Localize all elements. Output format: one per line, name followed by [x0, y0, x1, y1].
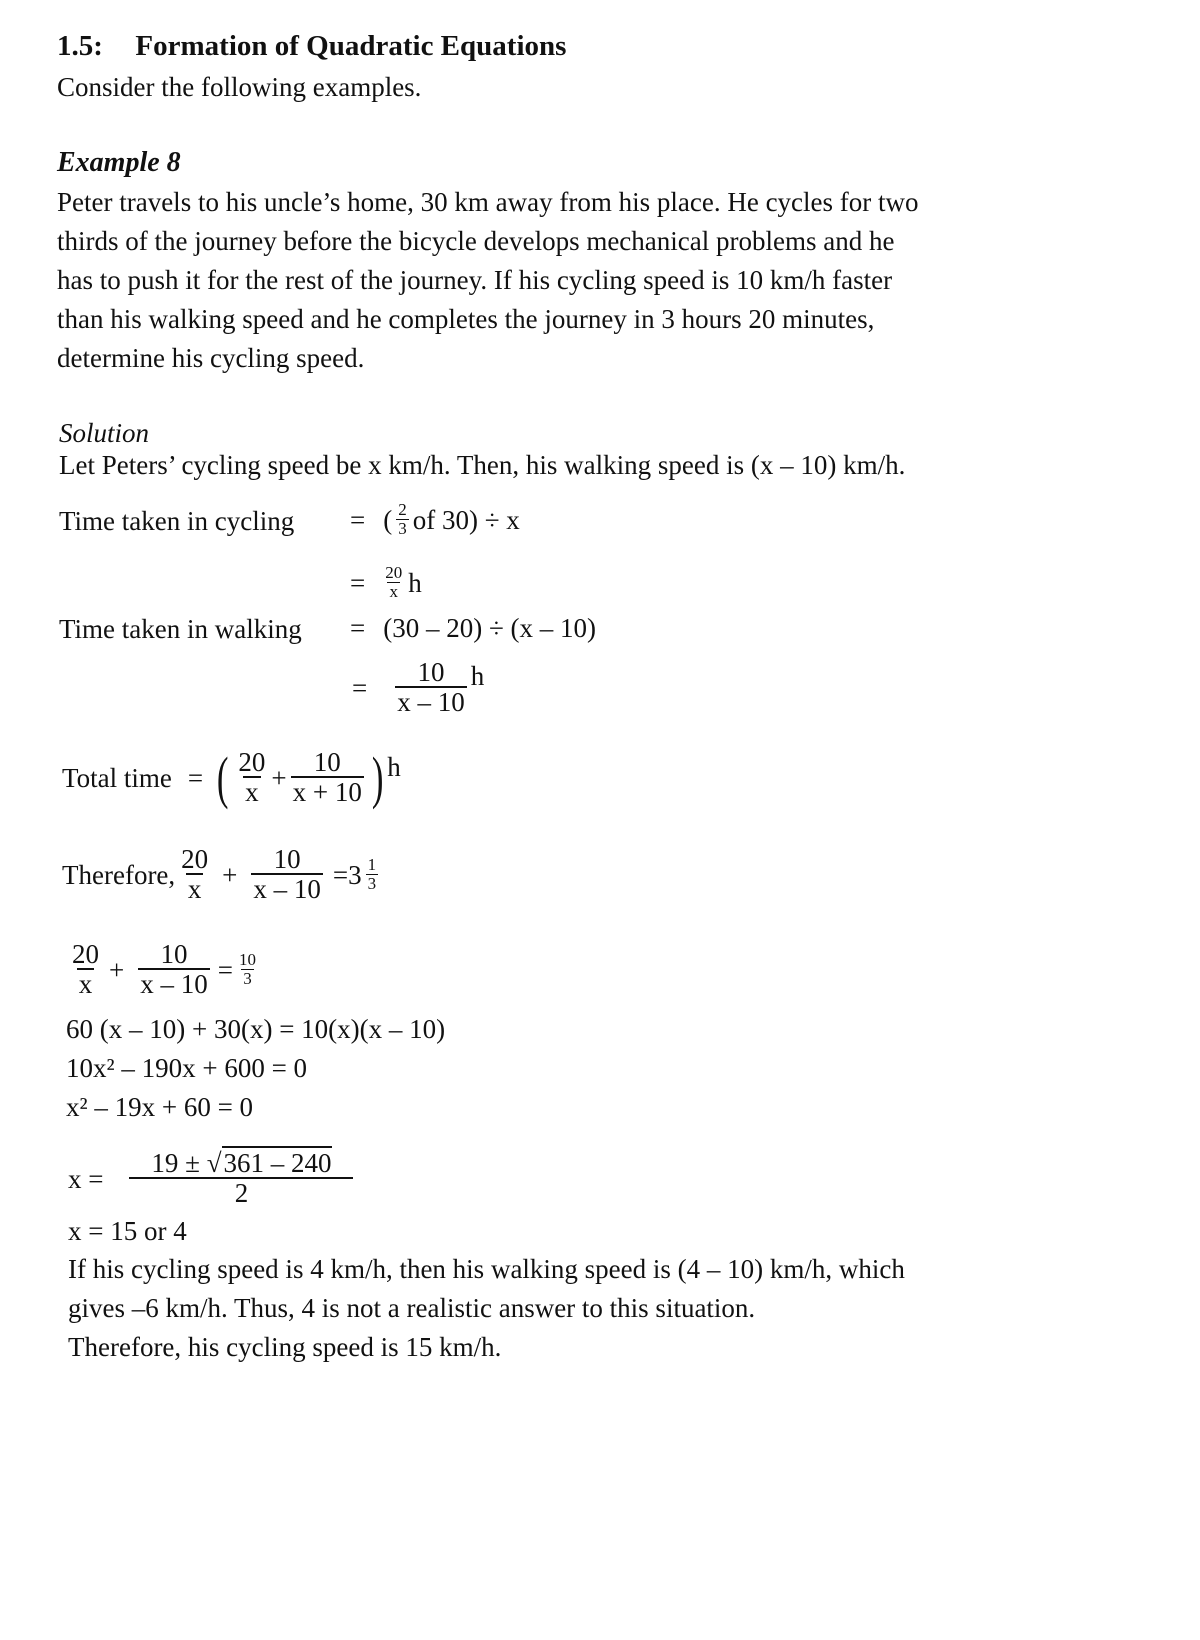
example-label: Example 8: [57, 147, 181, 178]
fraction-numerator: 20: [385, 563, 403, 583]
unit-hours: h: [408, 567, 422, 598]
intro-text: Consider the following examples.: [57, 72, 422, 102]
fraction-denominator: x: [245, 777, 259, 808]
cycling-time-label: Time taken in cycling: [59, 506, 295, 536]
total-time-row: [62, 738, 401, 818]
therefore-label: Therefore,: [62, 859, 176, 890]
section-number: 1.5:: [57, 30, 103, 62]
unit-hours: h: [387, 752, 401, 782]
plus-sign: +: [109, 954, 125, 985]
conclusion-text: [68, 1250, 905, 1367]
conclusion-line: Therefore, his cycling speed is 15 km/h.: [68, 1332, 502, 1362]
walking-time-label: Time taken in walking: [59, 614, 302, 644]
cycling-expression-rest: of 30) ÷ x: [412, 504, 520, 535]
fraction-numerator: [149, 1149, 333, 1177]
equals-sign: =: [352, 672, 368, 703]
fraction-numerator: 10: [417, 656, 445, 687]
quadratic-fraction: [129, 1149, 353, 1209]
solution-label: Solution: [59, 418, 150, 448]
fraction-20-over-x: [236, 748, 267, 808]
plus-sign: +: [271, 762, 287, 793]
fraction-numerator: 20: [72, 938, 99, 969]
conclusion-line: gives –6 km/h. Thus, 4 is not a realistic answer to this situation.: [68, 1293, 756, 1323]
open-paren: (: [383, 504, 393, 535]
fraction-10-over-x-minus-10: [138, 940, 210, 1000]
equals-sign: =: [187, 762, 204, 793]
fraction-denominator: 3: [367, 874, 377, 894]
algebra-step: x² – 19x + 60 = 0: [66, 1092, 254, 1122]
example-line: thirds of the journey before the bicycle develops mechanical problems and he: [57, 226, 895, 256]
roots-line: x = 15 or 4: [68, 1216, 187, 1246]
walking-time-expression: [350, 608, 596, 648]
example-line: than his walking speed and he completes the journey in 3 hours 20 minutes,: [57, 304, 875, 334]
plus-minus-root: 19 ± √: [151, 1147, 222, 1178]
fraction-10-over-x-minus-10: [251, 845, 323, 905]
fraction-denominator: 3: [398, 519, 407, 539]
fraction-numerator: 10: [160, 938, 188, 969]
fraction-denominator: x – 10: [397, 687, 465, 718]
conclusion-line: If his cycling speed is 4 km/h, then his walking speed is (4 – 10) km/h, which: [68, 1254, 905, 1284]
cycling-time-result: [350, 558, 422, 608]
equals-sign: =: [350, 504, 366, 535]
therefore-equation: [62, 835, 382, 915]
example-line: has to push it for the rest of the journey. If his cycling speed is 10 km/h faster: [57, 265, 893, 295]
fraction-numerator: 2: [398, 500, 407, 520]
unit-hours: h: [470, 661, 485, 691]
quadratic-formula: [68, 1140, 357, 1218]
fraction-numerator: 20: [238, 746, 266, 777]
plus-sign: +: [222, 859, 238, 890]
fraction-denominator: x: [187, 874, 202, 905]
walking-time-result: [352, 655, 484, 721]
fraction-numerator: 10: [273, 843, 301, 874]
equals-sign: =: [217, 954, 233, 985]
algebra-step: 10x² – 190x + 600 = 0: [66, 1053, 308, 1083]
example-line: determine his cycling speed.: [57, 343, 365, 373]
equals-sign: =: [350, 567, 366, 598]
fraction-numerator: 10: [313, 746, 341, 777]
fraction-denominator: x – 10: [140, 969, 208, 1000]
fraction-numerator: 1: [367, 855, 377, 875]
algebra-step: 60 (x – 10) + 30(x) = 10(x)(x – 10): [66, 1014, 446, 1044]
simplified-equation: [66, 930, 262, 1010]
fraction-denominator: 2: [129, 1177, 353, 1209]
walking-expression: (30 – 20) ÷ (x – 10): [383, 612, 597, 643]
fraction-denominator: x – 10: [253, 874, 321, 905]
section-title: Formation of Quadratic Equations: [135, 30, 567, 62]
mixed-number-whole: 3: [348, 859, 362, 890]
equals-sign: =: [350, 612, 366, 643]
equals-sign: =: [332, 859, 349, 890]
fraction-20-over-x: [383, 564, 404, 602]
fraction-ten-thirds: [237, 951, 258, 989]
fraction-20-over-x: [179, 845, 210, 905]
fraction-denominator: x: [389, 582, 398, 602]
example-text: [57, 183, 919, 378]
fraction-10-over-x-plus-10: [291, 748, 364, 808]
fraction-20-over-x: [70, 940, 101, 1000]
left-parenthesis: (: [216, 745, 229, 810]
fraction-one-third: [366, 856, 379, 894]
example-line: Peter travels to his uncle’s home, 30 km away from his place. He cycles for two: [57, 187, 919, 217]
right-parenthesis: ): [371, 745, 384, 810]
total-time-label: Total time: [62, 762, 172, 793]
fraction-denominator: x: [78, 969, 93, 1000]
section-heading: [57, 30, 566, 63]
solution-intro: Let Peters’ cycling speed be x km/h. Then, his walking speed is (x – 10) km/h.: [59, 450, 906, 480]
fraction-10-over-x-minus-10: [395, 658, 467, 718]
radicand: 361 – 240: [223, 1147, 332, 1178]
fraction-denominator: x + 10: [292, 777, 362, 808]
fraction-numerator: 10: [238, 950, 256, 970]
fraction-numerator: 20: [181, 843, 209, 874]
fraction-two-thirds: [396, 501, 409, 539]
cycling-time-expression: [350, 500, 520, 540]
fraction-denominator: 3: [243, 969, 252, 989]
quadratic-lhs: x =: [68, 1163, 104, 1194]
